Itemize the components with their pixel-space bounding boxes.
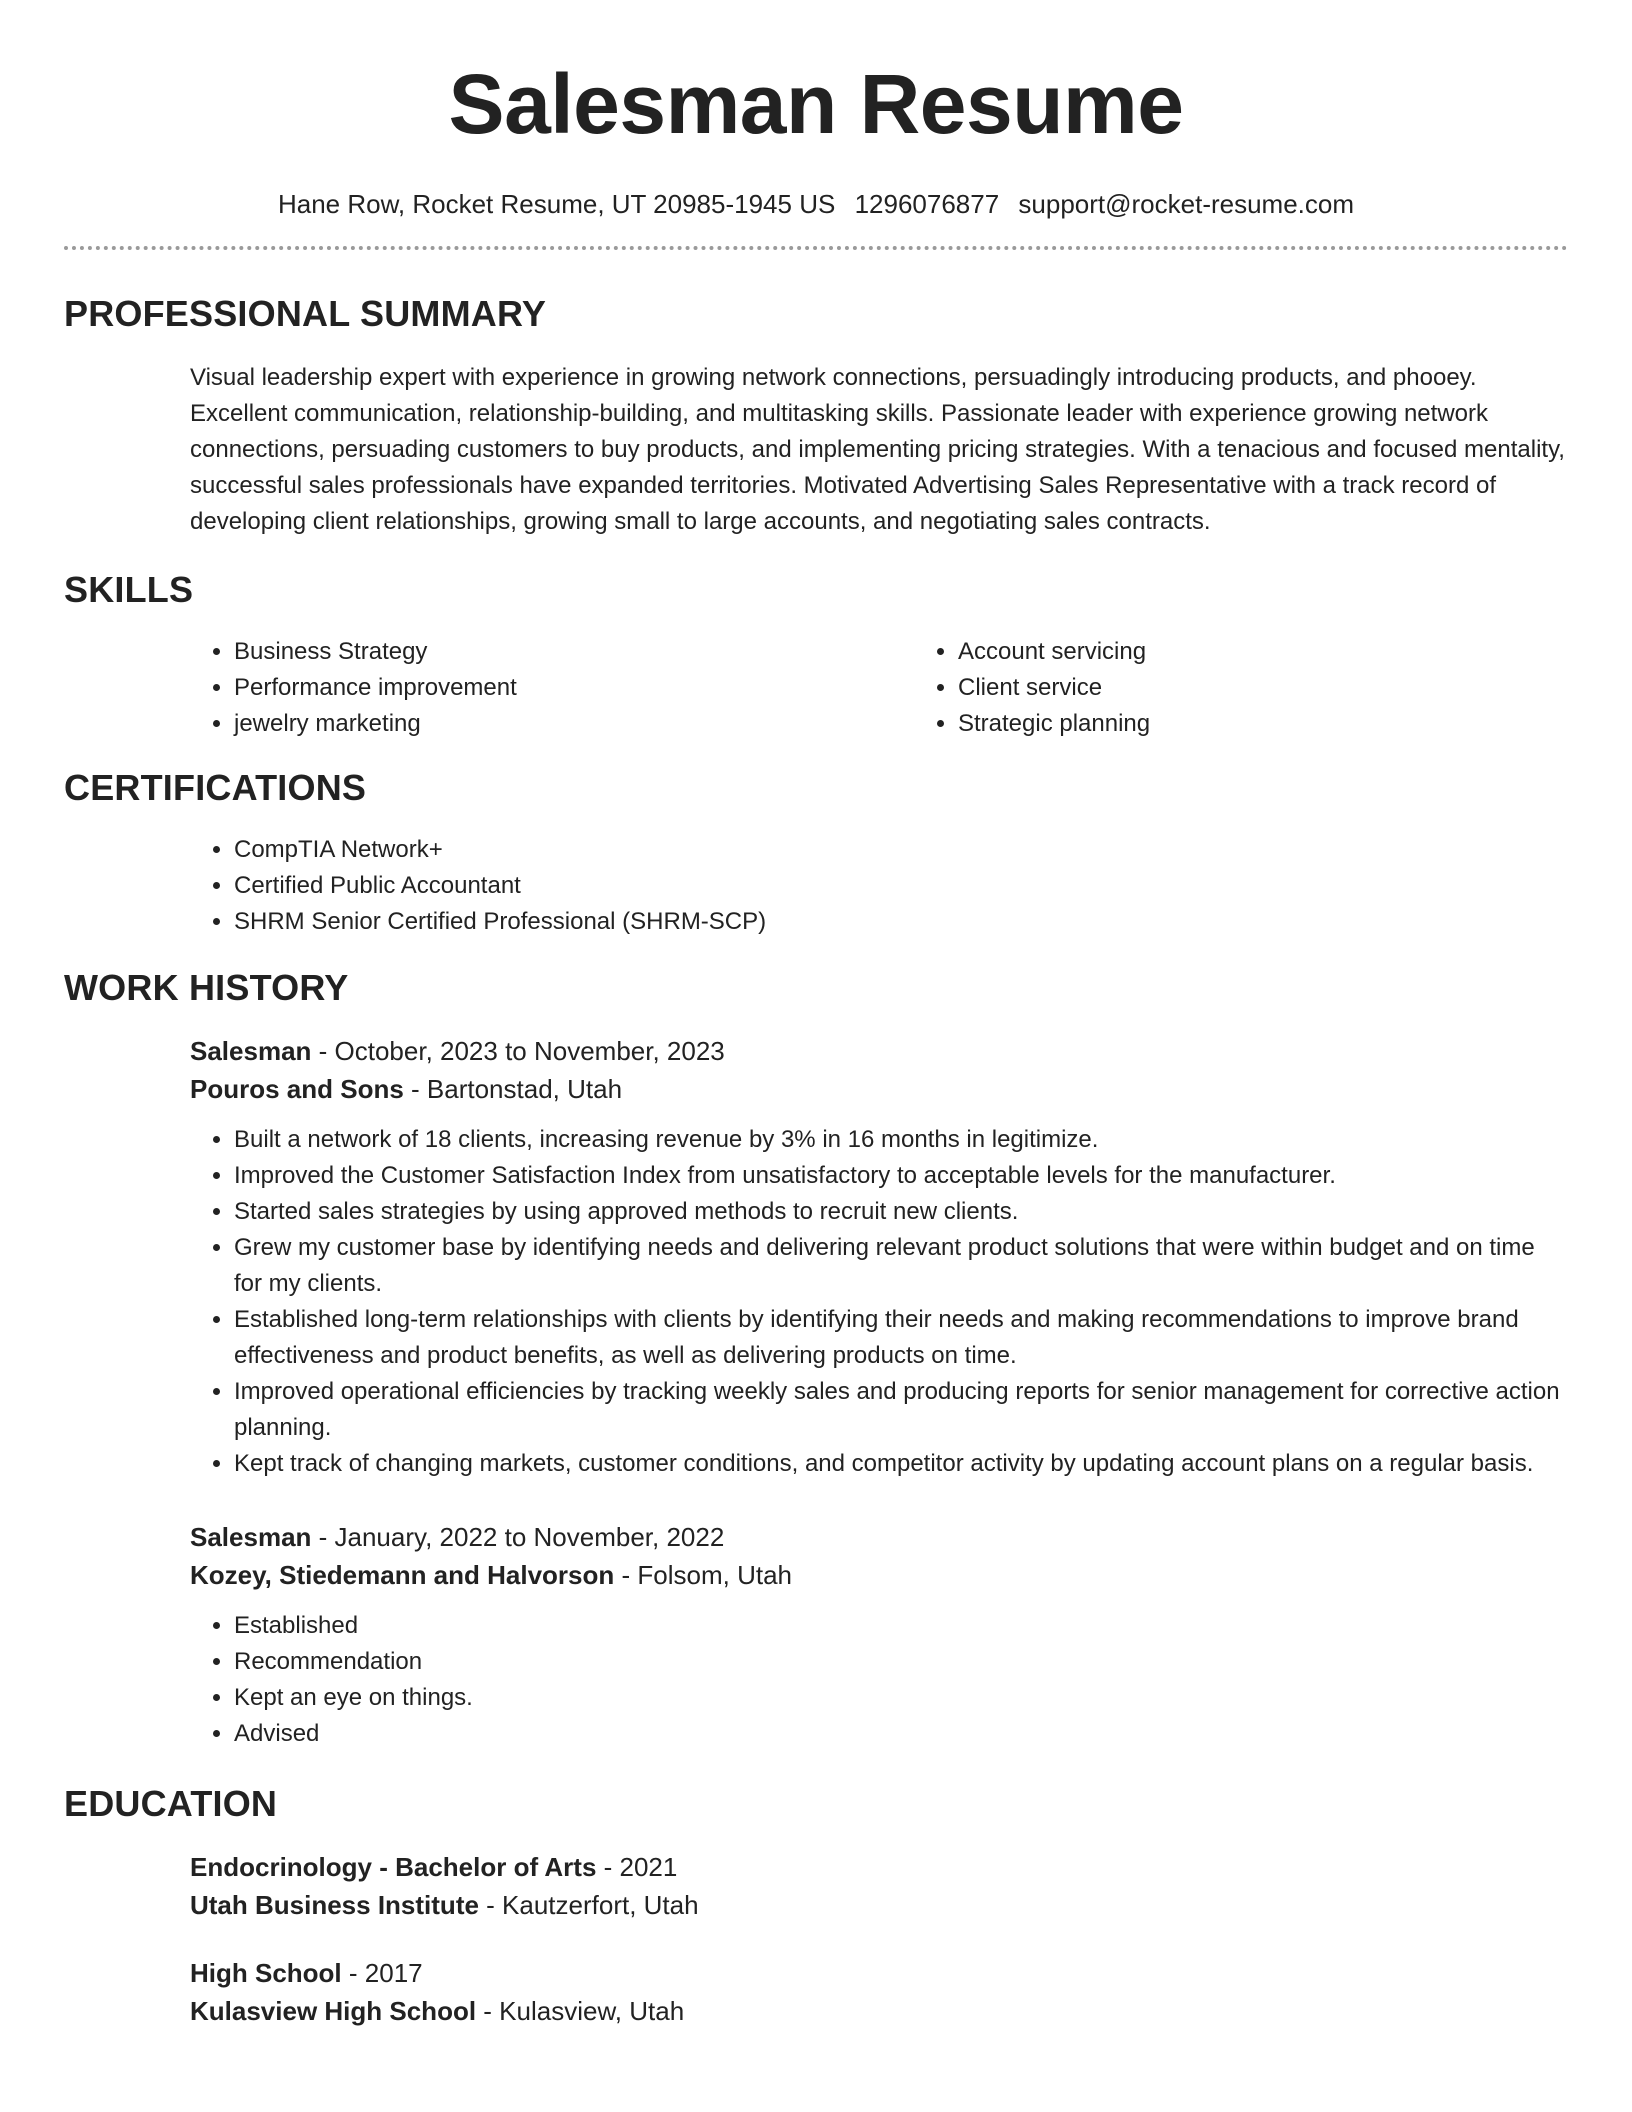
- job-company: Kozey, Stiedemann and Halvorson: [190, 1560, 615, 1590]
- contact-address: Hane Row, Rocket Resume, UT 20985-1945 US: [277, 189, 836, 219]
- resume-title: Salesman Resume: [448, 57, 1184, 151]
- skill-item: • Strategic planning: [958, 706, 1632, 742]
- summary-heading: PROFESSIONAL SUMMARY: [64, 293, 547, 334]
- skill-item: • Performance improvement: [234, 670, 914, 706]
- education-entry: [190, 1954, 1568, 2030]
- job-company-line: [190, 1556, 1568, 1594]
- skill-item: • Client service: [958, 670, 1632, 706]
- education-degree: Endocrinology - Bachelor of Arts: [190, 1852, 597, 1882]
- certification-item: • CompTIA Network+: [234, 832, 1568, 868]
- job-dates: - October, 2023 to November, 2023: [311, 1036, 725, 1066]
- education-degree-line: [190, 1954, 1568, 1992]
- contact-email: support@rocket-resume.com: [1018, 189, 1355, 219]
- job-bullet: • Improved the Customer Satisfaction Index from unsatisfactory to acceptable levels for the manufacturer.: [234, 1158, 1568, 1194]
- education-year: - 2017: [341, 1958, 423, 1988]
- job-role: Salesman: [190, 1036, 312, 1066]
- job-bullet: • Advised: [234, 1716, 1568, 1752]
- job-bullet: • Established: [234, 1608, 1568, 1644]
- education-year: - 2021: [596, 1852, 678, 1882]
- certifications-heading: CERTIFICATIONS: [64, 767, 367, 808]
- certification-item: • SHRM Senior Certified Professional (SHRM-SCP): [234, 904, 1568, 940]
- skill-item: • Account servicing: [958, 634, 1632, 670]
- job-bullet: • Built a network of 18 clients, increasing revenue by 3% in 16 months in legitimize.: [234, 1122, 1568, 1158]
- job-location: - Bartonstad, Utah: [403, 1074, 623, 1104]
- job-bullet: • Started sales strategies by using approved methods to recruit new clients.: [234, 1194, 1568, 1230]
- job-location: - Folsom, Utah: [614, 1560, 792, 1590]
- education-school: Kulasview High School: [190, 1996, 477, 2026]
- education-school: Utah Business Institute: [190, 1890, 479, 1920]
- work-history: [190, 1032, 1568, 1752]
- work-history-heading: WORK HISTORY: [64, 967, 349, 1008]
- certification-item: • Certified Public Accountant: [234, 868, 1568, 904]
- job-company-line: [190, 1070, 1568, 1108]
- skill-item: • Business Strategy: [234, 634, 914, 670]
- skill-item: • jewelry marketing: [234, 706, 914, 742]
- job-bullets: [190, 1122, 1568, 1482]
- header-divider: [64, 246, 1568, 250]
- job-bullet: • Recommendation: [234, 1644, 1568, 1680]
- job-entry: [190, 1032, 1568, 1482]
- education-degree: High School: [190, 1958, 342, 1988]
- job-company: Pouros and Sons: [190, 1074, 404, 1104]
- job-bullet: • Established long-term relationships with clients by identifying their needs and making recommendations to improve brand effectiveness and product benefits, as well as delivering products on time.: [234, 1302, 1568, 1374]
- job-title-line: [190, 1032, 1568, 1070]
- job-bullet: • Kept track of changing markets, customer conditions, and competitor activity by updating account plans on a regular basis.: [234, 1446, 1568, 1482]
- contact-phone: 1296076877: [854, 189, 1000, 219]
- job-dates: - January, 2022 to November, 2022: [311, 1522, 725, 1552]
- summary-text: Visual leadership expert with experience in growing network connections, persuadingly introducing products, and phooey. Excellent communication, relationship-building, and multitasking skills. Passionate leader with experience growing network connections, persuading customers to buy products, and implementing pricing strategies. With a tenacious and focused mentality, successful sales professionals have expanded territories. Motivated Advertising Sales Representative with a track record of developing client relationships, growing small to large accounts, and negotiating sales contracts.: [190, 364, 1565, 535]
- education-school-line: [190, 1992, 1568, 2030]
- education-school-line: [190, 1886, 1568, 1924]
- skills-list: [190, 634, 1568, 742]
- job-title-line: [190, 1518, 1568, 1556]
- education-entry: [190, 1848, 1568, 1924]
- skills-column-right: [914, 634, 1632, 742]
- job-role: Salesman: [190, 1522, 312, 1552]
- job-bullet: • Grew my customer base by identifying needs and delivering relevant product solutions that were within budget and on time for my clients.: [234, 1230, 1568, 1302]
- education-location: - Kautzerfort, Utah: [478, 1890, 699, 1920]
- job-bullets: [190, 1608, 1568, 1752]
- education-degree-line: [190, 1848, 1568, 1886]
- skills-column-left: [190, 634, 914, 742]
- job-bullet: • Improved operational efficiencies by tracking weekly sales and producing reports for senior management for corrective action planning.: [234, 1374, 1568, 1446]
- job-entry: [190, 1518, 1568, 1752]
- education-location: - Kulasview, Utah: [476, 1996, 685, 2026]
- education-list: [190, 1848, 1568, 2030]
- education-heading: EDUCATION: [64, 1783, 278, 1824]
- certifications-list: [190, 832, 1568, 940]
- job-bullet: • Kept an eye on things.: [234, 1680, 1568, 1716]
- skills-heading: SKILLS: [64, 569, 194, 610]
- contact-line: [64, 188, 1568, 220]
